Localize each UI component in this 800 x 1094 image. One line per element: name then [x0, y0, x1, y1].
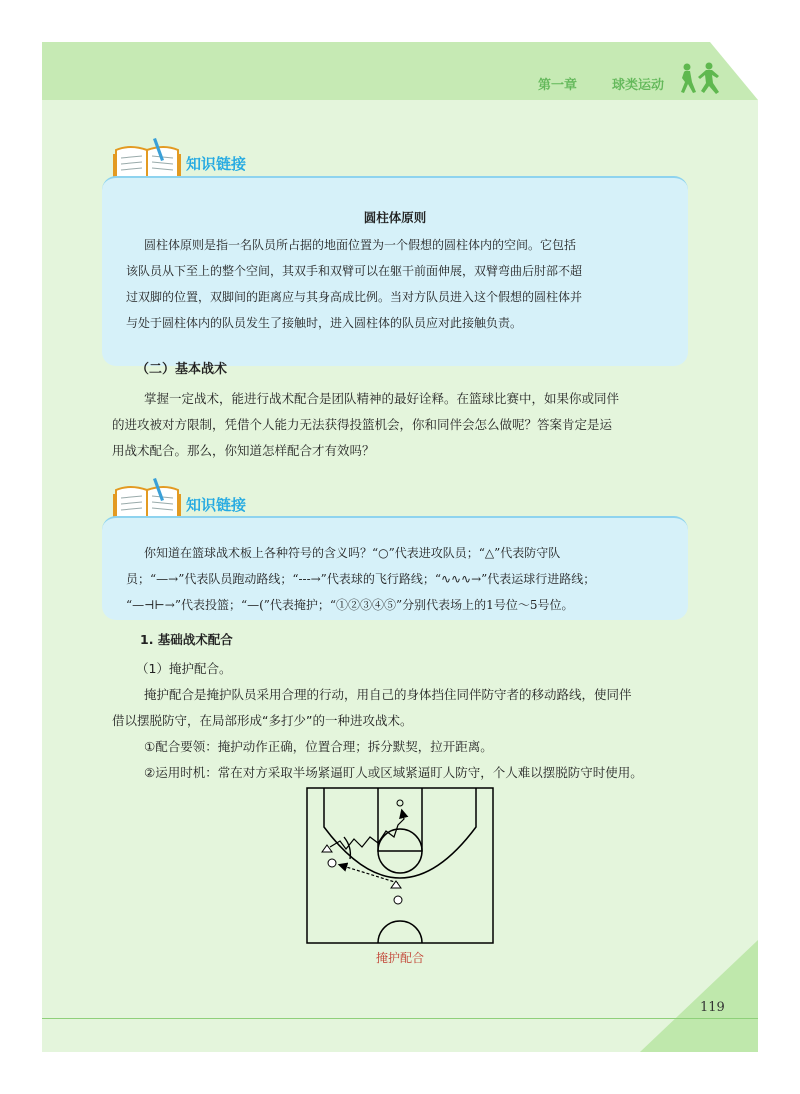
- tactics-point-2: ②运用时机：常在对方采取半场紧逼盯人或区域紧逼盯人防守，个人难以摆脱防守时使用。: [144, 765, 643, 780]
- page-number: 119: [700, 1000, 725, 1015]
- tactics-point-1: ①配合要领：掩护动作正确，位置合理；拆分默契，拉开距离。: [144, 739, 493, 754]
- figure-caption: 掩护配合: [375, 951, 424, 965]
- knowledge-link-title-1: 知识链接: [186, 155, 247, 173]
- chapter-title: 球类运动: [612, 78, 665, 93]
- section2-line-2: 的进攻被对方限制，凭借个人能力无法获得投篮机会，你和同伴会怎么做呢？答案肯定是运: [112, 417, 613, 432]
- offense-player-2: [394, 896, 402, 904]
- box1-heading: 圆柱体原则: [363, 210, 427, 225]
- tactics-heading: 1. 基础战术配合: [140, 632, 233, 647]
- section2-line-1: 掌握一定战术，能进行战术配合是团队精神的最好诠释。在篮球比赛中，如果你或同伴: [144, 391, 620, 406]
- box1-line-3: 过双脚的位置，双脚间的距离应与其身高成比例。当对方队员进入这个假想的圆柱体并: [126, 290, 583, 304]
- pass-line: [340, 865, 398, 883]
- runners-icon: [675, 62, 725, 98]
- tactics-desc-line-2: 借以摆脱防守，在局部形成“多打少”的一种进攻战术。: [112, 713, 413, 728]
- offense-player-1: [328, 859, 336, 867]
- chapter-number: 第一章: [538, 78, 578, 93]
- corner-decoration: [640, 940, 758, 1052]
- box2-line-2: 员；“—→”代表队员跑动路线；“---→”代表球的飞行路线；“∿∿∿→”代表运球行进路线；: [126, 572, 596, 586]
- box2-line-1: 你知道在篮球战术板上各种符号的含义吗？“○”代表进攻队员；“△”代表防守队: [144, 546, 561, 560]
- box1-line-2: 该队员从下至上的整个空间，其双手和双臂可以在躯干前面伸展，双臂弯曲后肘部不超: [126, 264, 583, 278]
- section-title: （二）基本战术: [136, 362, 228, 377]
- footer-line: [42, 1018, 758, 1019]
- box1-line-4: 与处于圆柱体内的队员发生了接触时，进入圆柱体的队员应对此接触负责。: [126, 316, 523, 330]
- box1-line-1: 圆柱体原则是指一名队员所占据的地面位置为一个假想的圆柱体内的空间。它包括: [144, 238, 577, 252]
- section2-line-3: 用战术配合。那么，你知道怎样配合才有效吗？: [112, 443, 375, 458]
- screen-play-diagram: [306, 787, 494, 945]
- tactics-desc-line-1: 掩护配合是掩护队员采用合理的行动，用自己的身体挡住同伴防守者的移动路线，使同伴: [144, 687, 632, 702]
- knowledge-link-title-2: 知识链接: [186, 496, 247, 514]
- basket: [397, 800, 403, 806]
- defender-2: [391, 881, 401, 888]
- box2-line-3: “—⊣⊢→”代表投篮；“—(”代表掩护；“①②③④⑤”分别代表场上的1号位～5号位。: [126, 598, 574, 612]
- tactics-item-1: （1）掩护配合。: [136, 661, 232, 676]
